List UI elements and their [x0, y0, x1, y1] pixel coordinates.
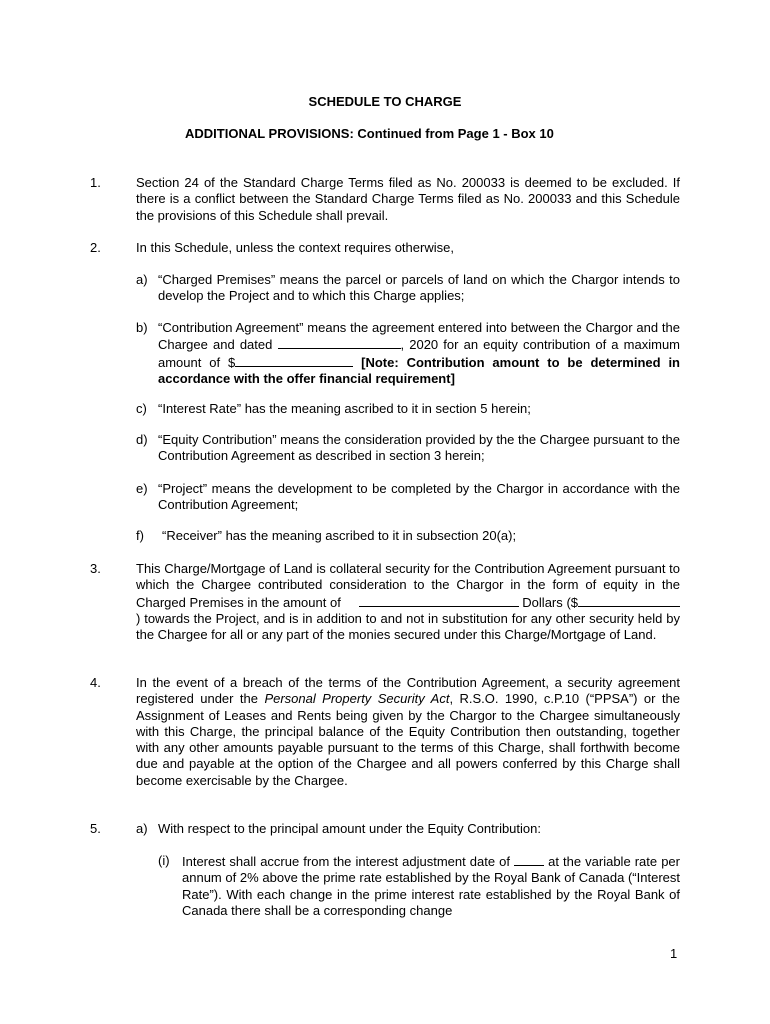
- definition-c: [136, 401, 680, 417]
- section-text: In this Schedule, unless the context requires otherwise,: [136, 240, 454, 255]
- clause-text-part: Interest shall accrue from the interest adjustment date of: [182, 854, 510, 869]
- section-1: [90, 175, 680, 224]
- definition-text-part: , 2020 for an equity contribution of a maximum amount of $: [158, 337, 680, 370]
- definition-text: “Receiver” has the meaning ascribed to it in subsection 20(a);: [162, 528, 517, 543]
- subsection-5a: [136, 821, 680, 837]
- definition-letter: b): [136, 320, 148, 335]
- definition-letter: d): [136, 432, 148, 447]
- amount-blank: [235, 354, 353, 367]
- section-2: [90, 240, 680, 256]
- document-title: SCHEDULE TO CHARGE: [308, 94, 462, 109]
- amount-blank: [359, 594, 519, 607]
- clause-5a-i: [158, 853, 680, 919]
- date-blank: [514, 853, 544, 866]
- section-4: [90, 675, 680, 789]
- section-number: 4.: [90, 675, 101, 690]
- definition-b: [136, 320, 680, 387]
- definition-text: “Project” means the development to be completed by the Chargor in accordance with the Contribution Agreement;: [158, 481, 680, 513]
- clause-text-part: at the variable rate per annum of 2% above the prime rate established by the Royal Bank of Canada (“Interest Rate”). With each change in the prime interest rate established by the Royal Bank of Canada there shall be a corresponding change: [182, 854, 680, 918]
- definition-text: “Interest Rate” has the meaning ascribed to it in section 5 herein;: [158, 401, 531, 416]
- subsection-text: With respect to the principal amount under the Equity Contribution:: [158, 821, 541, 836]
- subsection-letter: a): [136, 821, 148, 836]
- section-number: 2.: [90, 240, 101, 255]
- document-subtitle: ADDITIONAL PROVISIONS: Continued from Page 1 - Box 10: [185, 126, 554, 141]
- definition-d: [136, 432, 680, 465]
- definition-text-part: “Contribution Agreement” means the agreement entered into between the Chargor and the Chargee and dated: [158, 320, 680, 353]
- definition-letter: c): [136, 401, 147, 416]
- clause-text: [182, 853, 680, 919]
- contribution-note: [Note: Contribution amount to be determined in accordance with the offer financial requirement]: [158, 354, 681, 386]
- amount-blank: [578, 594, 680, 607]
- act-name: Personal Property Security Act: [264, 691, 450, 707]
- date-blank: [278, 336, 401, 349]
- definition-a: [136, 272, 680, 305]
- definition-e: [136, 481, 680, 514]
- section-number: 5.: [90, 821, 101, 836]
- section-text-part: Dollars ($: [522, 594, 578, 610]
- definition-text: [158, 320, 680, 387]
- section-text: Section 24 of the Standard Charge Terms filed as No. 200033 is deemed to be excluded. If there is a conflict between the Standard Charge Terms filed as No. 200033 and this Schedule the provisions of this Schedule shall prevail.: [136, 175, 680, 223]
- section-3: [90, 561, 680, 643]
- page-number: 1: [670, 946, 678, 961]
- section-text-part: ) towards the Project, and is in addition to and not in substitution for any other security held by the Chargee for all or any part of the monies secured under this Charge/Mortgage of Land.: [136, 610, 680, 643]
- section-text: [136, 561, 680, 643]
- definition-letter: e): [136, 481, 148, 496]
- section-text-part: , R.S.O. 1990, c.P.10 (“PPSA”) or the Assignment of Leases and Rents being given by the Chargor to the Chargee simultaneously with this Charge, the principal balance of the Equity Contribution then outstanding, together with any other amounts payable pursuant to the terms of this Charge, shall forthwith become due and payable at the option of the Chargee and all powers conferred by this Charge shall become exercisable by the Chargee.: [136, 691, 680, 788]
- definition-letter: a): [136, 272, 148, 287]
- section-number: 1.: [90, 175, 101, 190]
- definition-text: “Charged Premises” means the parcel or parcels of land on which the Chargor intends to develop the Project and to which this Charge applies;: [158, 272, 680, 304]
- section-text: [136, 675, 680, 789]
- section-number: 3.: [90, 561, 101, 576]
- section-text-part: This Charge/Mortgage of Land is collateral security for the Contribution Agreement pursuant to which the Chargee contributed consideration to the Chargor in the form of equity in the Charged Premises in the amount of: [136, 561, 680, 610]
- clause-label: (i): [158, 853, 170, 868]
- definition-text: “Equity Contribution” means the consideration provided by the the Chargee pursuant to the Contribution Agreement as described in section 3 herein;: [158, 432, 680, 464]
- definition-letter: f): [136, 528, 144, 543]
- section-text-part: In the event of a breach of the terms of the Contribution Agreement, a security agreement registered under the: [136, 675, 680, 707]
- definition-f: [136, 528, 680, 544]
